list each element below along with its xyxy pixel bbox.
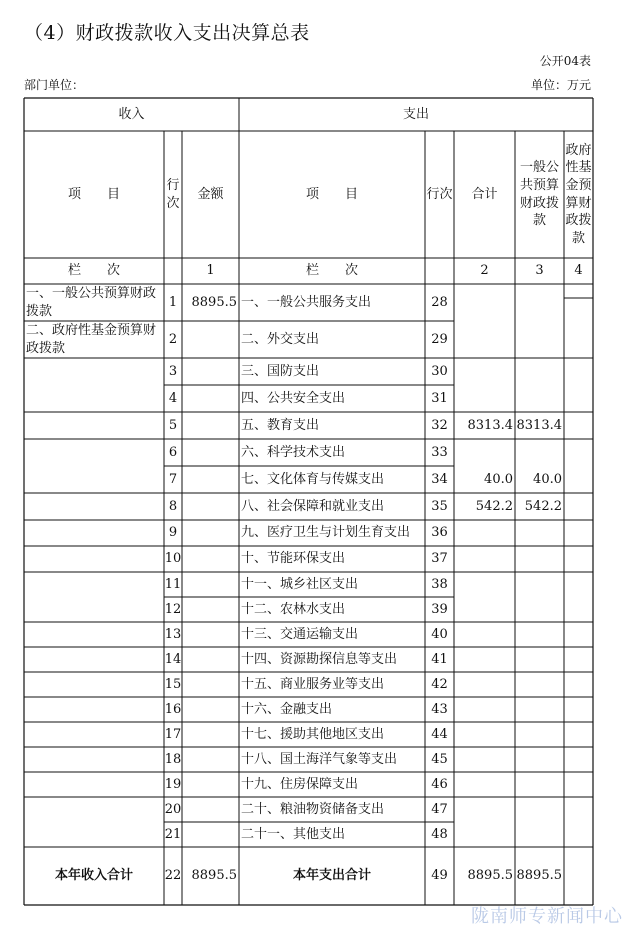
form-code: 公开04表	[539, 54, 591, 68]
income-row-no: 14	[164, 651, 182, 667]
expense-row-no: 39	[431, 601, 448, 617]
col-no-2: 2	[480, 263, 489, 279]
expense-fund	[564, 622, 593, 647]
expense-fund	[564, 385, 593, 412]
expense-general	[515, 439, 564, 466]
expense-row-no: 33	[431, 444, 448, 460]
expense-total: 542.2	[475, 498, 513, 514]
expense-total	[454, 622, 515, 647]
col-no-1: 1	[206, 263, 215, 279]
expense-item-name: 十一、城乡社区支出	[241, 576, 359, 592]
expense-total	[454, 822, 515, 847]
expense-total-header: 合计	[471, 186, 498, 202]
expense-fund	[564, 546, 593, 572]
expense-general	[515, 546, 564, 572]
expense-col-label: 栏 次	[305, 263, 358, 279]
expense-total-label: 本年支出合计	[292, 868, 371, 884]
col-no-3: 3	[535, 263, 544, 279]
income-col-label: 栏 次	[67, 263, 120, 279]
expense-total: 40.0	[484, 471, 513, 487]
expense-general	[515, 797, 564, 822]
income-row-no: 12	[164, 601, 182, 617]
income-row-no: 11	[164, 576, 182, 592]
income-row-no: 9	[168, 525, 178, 541]
expense-general: 40.0	[533, 471, 562, 487]
expense-general	[515, 722, 564, 747]
expense-general	[515, 321, 564, 358]
expense-total	[454, 385, 515, 412]
expense-total	[454, 647, 515, 672]
expense-fund	[564, 321, 593, 358]
income-row-no: 19	[164, 776, 182, 792]
expense-fund	[564, 520, 593, 546]
income-row-no: 6	[168, 444, 178, 460]
income-amount: 8895.5	[191, 294, 237, 310]
expense-total	[454, 797, 515, 822]
expense-row-no: 34	[431, 471, 448, 487]
expense-header: 支出	[402, 106, 429, 122]
expense-fund	[564, 284, 593, 321]
expense-row-no: 35	[431, 498, 448, 514]
income-row-no: 10	[164, 551, 182, 567]
expense-fund	[564, 572, 593, 597]
expense-grand-total: 8895.5	[467, 868, 513, 884]
expense-item-name: 十三、交通运输支出	[241, 626, 359, 642]
expense-row-no: 41	[431, 651, 448, 667]
expense-fund	[564, 597, 593, 622]
expense-item-name: 四、公共安全支出	[241, 390, 346, 406]
expense-total	[454, 597, 515, 622]
expense-general	[515, 747, 564, 772]
expense-fund	[564, 772, 593, 797]
expense-fund	[564, 697, 593, 722]
income-row-no: 3	[168, 363, 178, 379]
expense-fund	[564, 647, 593, 672]
income-row-no: 18	[164, 751, 182, 767]
expense-item-name: 十、节能环保支出	[241, 551, 346, 567]
expense-fund	[564, 797, 593, 822]
expense-total	[454, 546, 515, 572]
expense-row-no: 45	[431, 751, 448, 767]
income-row-no: 16	[164, 701, 182, 717]
income-total-label: 本年收入合计	[54, 868, 133, 884]
income-row-no-header: 行次	[166, 177, 180, 211]
income-row-no: 7	[168, 471, 178, 487]
expense-item-name: 一、一般公共服务支出	[241, 294, 372, 310]
expense-row-no: 29	[431, 331, 448, 347]
expense-total	[454, 747, 515, 772]
expense-item-name: 九、医疗卫生与计划生育支出	[241, 525, 411, 541]
expense-fund	[564, 747, 593, 772]
expense-row-no: 32	[431, 417, 448, 433]
expense-fund	[564, 493, 593, 520]
expense-total	[454, 772, 515, 797]
expense-item-name: 二十、粮油物资储备支出	[241, 801, 385, 817]
income-row-no: 4	[168, 390, 178, 406]
general-budget-header: 一般公共预算财政拨款	[519, 160, 559, 229]
expense-row-no: 36	[431, 525, 448, 541]
expense-general: 8313.4	[516, 417, 562, 433]
expense-item-name: 三、国防支出	[241, 363, 320, 379]
income-row-no: 1	[168, 294, 178, 310]
income-row-no: 20	[164, 801, 182, 817]
expense-total	[454, 572, 515, 597]
expense-row-no-header: 行次	[426, 186, 453, 202]
expense-row-no: 40	[431, 626, 448, 642]
expense-fund	[564, 439, 593, 466]
expense-fund	[564, 822, 593, 847]
expense-item-name: 二十一、其他支出	[241, 826, 346, 842]
expense-item-name: 七、文化体育与传媒支出	[241, 471, 385, 487]
expense-total-row-no: 49	[431, 868, 448, 884]
income-total-row-no: 22	[164, 868, 182, 884]
expense-general	[515, 647, 564, 672]
expense-total	[454, 722, 515, 747]
expense-row-no: 31	[431, 390, 448, 406]
expense-general	[515, 697, 564, 722]
unit-label: 单位：万元	[530, 78, 591, 92]
expense-general	[515, 672, 564, 697]
expense-item-name: 五、教育支出	[241, 417, 320, 433]
col-no-4: 4	[574, 263, 583, 279]
dept-label: 部门单位：	[24, 78, 85, 92]
expense-row-no: 47	[431, 801, 448, 817]
expense-general	[515, 284, 564, 321]
expense-total	[454, 520, 515, 546]
expense-item-name: 十五、商业服务业等支出	[241, 676, 385, 692]
expense-item-name: 八、社会保障和就业支出	[241, 498, 385, 514]
expense-general	[515, 385, 564, 412]
expense-general	[515, 822, 564, 847]
expense-total	[454, 358, 515, 385]
expense-row-no: 48	[431, 826, 448, 842]
income-item-name: 二、政府性基金预算财政拨款	[26, 322, 157, 356]
expense-item-name: 十八、国土海洋气象等支出	[241, 751, 398, 767]
expense-item-name: 六、科学技术支出	[241, 444, 346, 460]
expense-total	[454, 672, 515, 697]
expense-general-total: 8895.5	[516, 868, 562, 884]
income-amount-header: 金额	[197, 186, 224, 202]
expense-total: 8313.4	[467, 417, 513, 433]
income-row-no: 2	[168, 331, 178, 347]
expense-general	[515, 572, 564, 597]
expense-item-header: 项 目	[305, 186, 358, 202]
expense-row-no: 44	[431, 726, 448, 742]
expense-general	[515, 520, 564, 546]
income-row-no: 8	[168, 498, 178, 514]
income-header: 收入	[118, 106, 145, 122]
gov-fund-header: 政府性基金预算财政拨款	[565, 142, 592, 246]
expense-fund	[564, 466, 593, 493]
income-row-no: 17	[164, 726, 182, 742]
expense-item-name: 十六、金融支出	[241, 701, 333, 717]
expense-general	[515, 622, 564, 647]
income-row-no: 21	[164, 826, 182, 842]
expense-row-no: 28	[431, 294, 448, 310]
report-title: （4）财政拨款收入支出决算总表	[24, 22, 310, 44]
expense-general	[515, 772, 564, 797]
expense-row-no: 30	[431, 363, 448, 379]
expense-total	[454, 284, 515, 321]
expense-fund	[564, 358, 593, 385]
income-row-no: 15	[164, 676, 182, 692]
expense-general	[515, 358, 564, 385]
expense-general	[515, 597, 564, 622]
income-row-no: 13	[164, 626, 182, 642]
expense-fund	[564, 672, 593, 697]
expense-row-no: 37	[431, 551, 448, 567]
expense-fund-total	[564, 847, 593, 905]
expense-row-no: 42	[431, 676, 448, 692]
expense-general: 542.2	[524, 498, 562, 514]
expense-total	[454, 439, 515, 466]
income-total-amount: 8895.5	[191, 868, 237, 884]
income-row-no: 5	[168, 417, 178, 433]
income-item-name: 一、一般公共预算财政拨款	[26, 285, 157, 319]
expense-item-name: 十七、援助其他地区支出	[241, 726, 385, 742]
expense-item-name: 十四、资源勘探信息等支出	[241, 651, 398, 667]
income-amount	[182, 321, 239, 358]
expense-total	[454, 697, 515, 722]
income-item-header: 项 目	[67, 186, 120, 202]
expense-row-no: 46	[431, 776, 448, 792]
expense-fund	[564, 722, 593, 747]
watermark: 陇南师专新闻中心	[471, 906, 623, 927]
expense-row-no: 38	[431, 576, 448, 592]
expense-row-no: 43	[431, 701, 448, 717]
expense-item-name: 十九、住房保障支出	[241, 776, 359, 792]
expense-fund	[564, 412, 593, 439]
expense-total	[454, 321, 515, 358]
expense-item-name: 十二、农林水支出	[241, 601, 346, 617]
expense-item-name: 二、外交支出	[241, 331, 320, 347]
